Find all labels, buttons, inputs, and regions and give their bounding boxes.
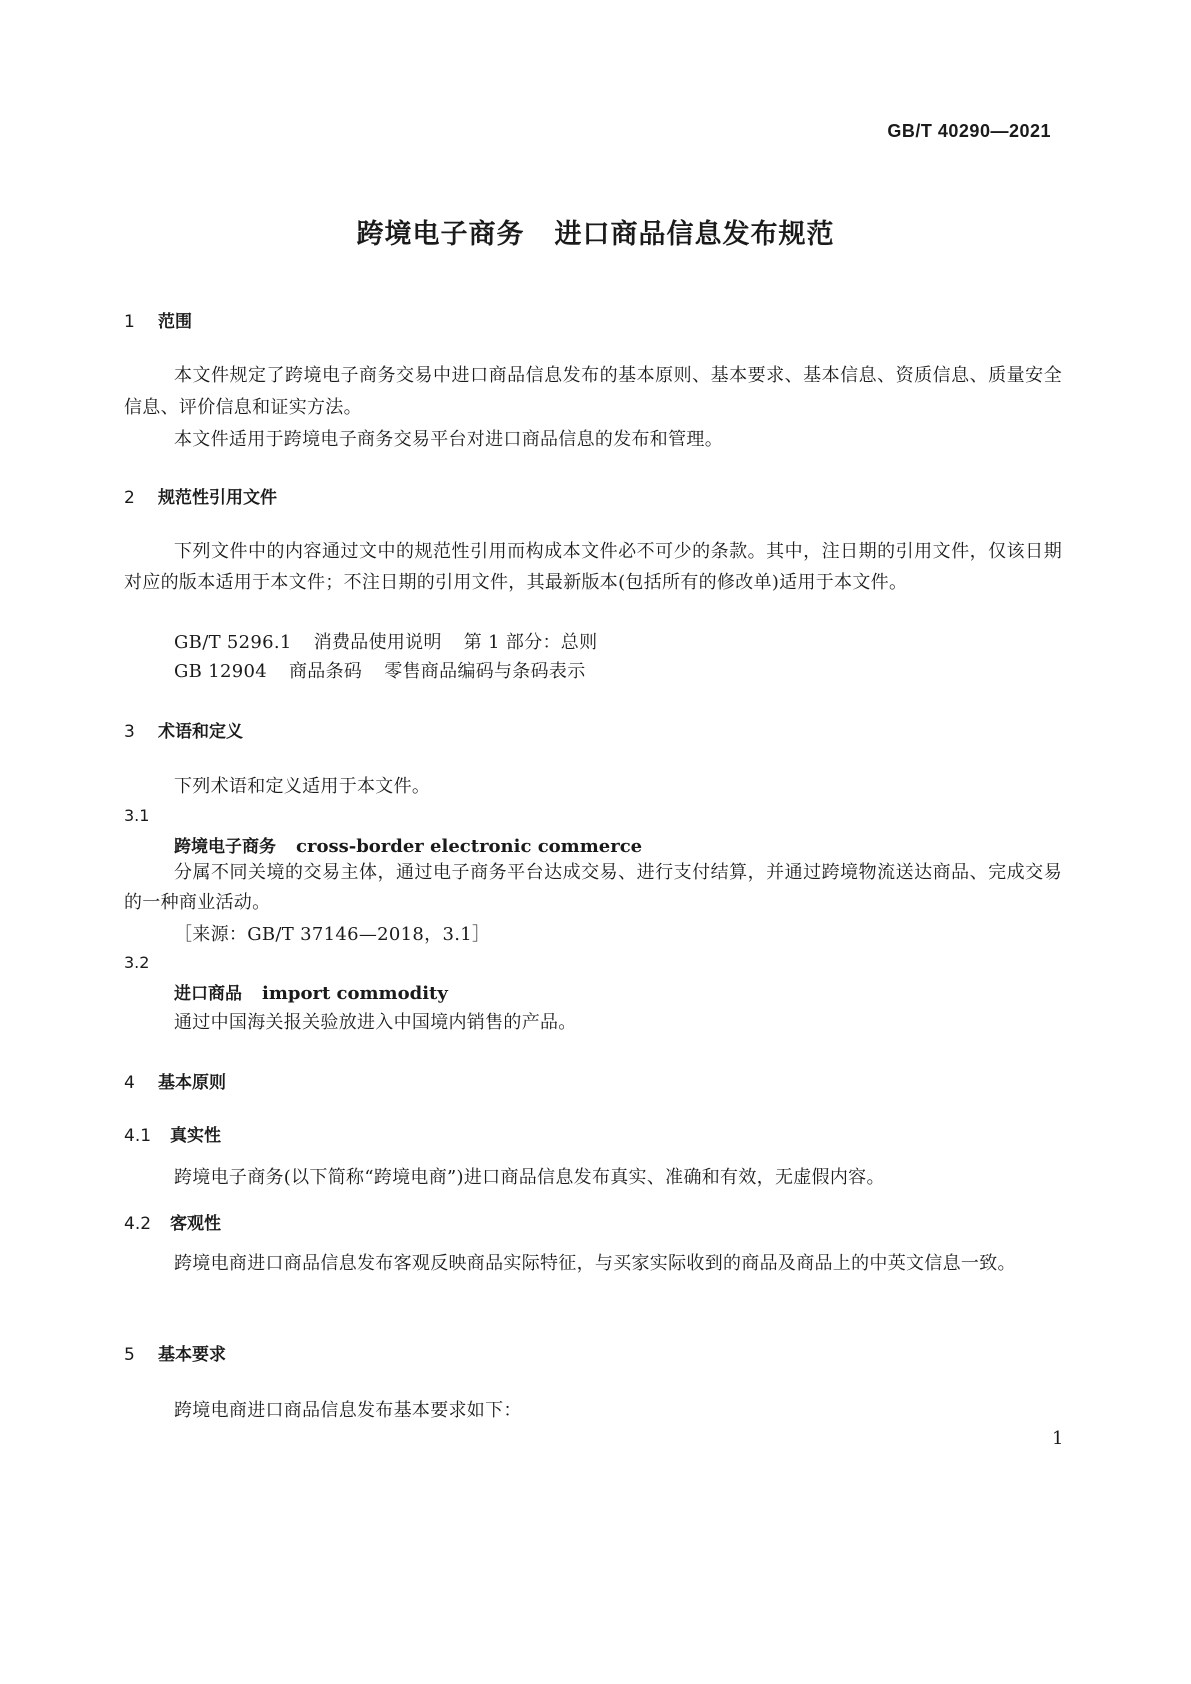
page-number: 1 (1052, 1428, 1064, 1449)
section-5-paragraph: 跨境电商进口商品信息发布基本要求如下： (174, 1400, 522, 1421)
section-1-paragraph-2: 本文件适用于跨境电子商务交易平台对进口商品信息的发布和管理。 (174, 429, 723, 450)
section-2-heading: 2 规范性引用文件 (124, 488, 277, 508)
normative-reference: GB/T 5296.1 消费品使用说明 第 1 部分：总则 (174, 632, 598, 653)
term-3-1-definition: 分属不同关境的交易主体，通过电子商务平台达成交易、进行支付结算，并通过跨境物流送达商品、完成交易的一种商业活动。 (124, 862, 1062, 913)
term-3-2-number: 3.2 (124, 953, 150, 972)
term-3-1-heading: 跨境电子商务 cross-border electronic commerce (174, 836, 643, 857)
title-part-2: 进口商品信息发布规范 (554, 219, 835, 250)
section-2-paragraph: 下列文件中的内容通过文中的规范性引用而构成本文件必不可少的条款。其中，注日期的引用文件，仅该日期对应的版本适用于本文件；不注日期的引用文件，其最新版本(包括所有的修改单)适用于本文件。 (124, 541, 1062, 593)
section-3-heading: 3 术语和定义 (124, 722, 243, 742)
section-1-heading: 1 范围 (124, 312, 192, 332)
section-5-heading: 5 基本要求 (124, 1345, 226, 1365)
term-3-2-heading: 进口商品 import commodity (174, 983, 448, 1004)
section-4-2-paragraph: 跨境电商进口商品信息发布客观反映商品实际特征，与买家实际收到的商品及商品上的中英文信息一致。 (174, 1253, 1016, 1274)
section-4-1-heading: 4.1 真实性 (124, 1126, 221, 1146)
section-3-intro: 下列术语和定义适用于本文件。 (174, 776, 431, 797)
normative-reference: GB 12904 商品条码 零售商品编码与条码表示 (174, 661, 586, 682)
term-3-2-definition: 通过中国海关报关验放进入中国境内销售的产品。 (174, 1012, 577, 1033)
section-4-heading: 4 基本原则 (124, 1073, 226, 1093)
section-4-1-paragraph: 跨境电子商务(以下简称“跨境电商”)进口商品信息发布真实、准确和有效，无虚假内容。 (174, 1167, 885, 1188)
document-title (0, 212, 1191, 251)
title-part-1: 跨境电子商务 (356, 219, 525, 250)
section-4-2-heading: 4.2 客观性 (124, 1214, 221, 1234)
standard-number: GB/T 40290—2021 (887, 121, 1051, 141)
term-3-1-number: 3.1 (124, 806, 150, 825)
section-1-paragraph-1: 本文件规定了跨境电子商务交易中进口商品信息发布的基本原则、基本要求、基本信息、资质信息、质量安全信息、评价信息和证实方法。 (124, 365, 1062, 418)
term-3-1-source: ［来源：GB/T 37146—2018，3.1］ (174, 924, 491, 945)
